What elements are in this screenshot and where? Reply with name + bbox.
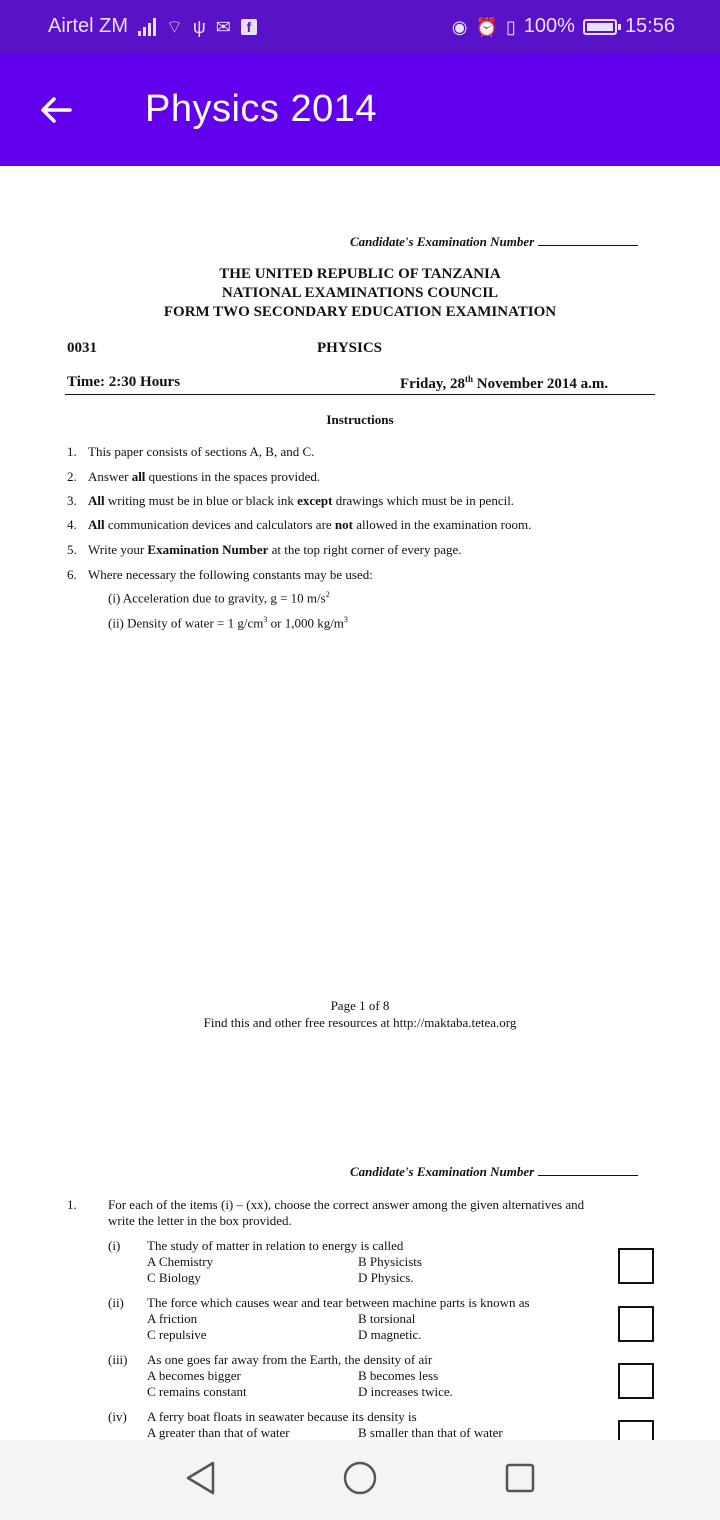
circle-home-icon[interactable]: [342, 1460, 378, 1496]
instruction-6: 6. Where necessary the following constants may be used:: [67, 567, 373, 582]
alarm-icon: ⏰: [475, 16, 498, 37]
option-c: C remains constant: [147, 1384, 247, 1399]
pdf-document[interactable]: [0, 166, 720, 1440]
option-b: B becomes less: [358, 1368, 439, 1383]
question-number: 1.: [67, 1197, 77, 1212]
option-a: A becomes bigger: [147, 1368, 241, 1383]
carrier-label: Airtel ZM: [48, 15, 128, 37]
signal-icon: [138, 18, 156, 36]
app-bar: [0, 54, 720, 166]
answer-box: [618, 1306, 654, 1342]
option-d: D increases twice.: [358, 1384, 453, 1399]
instruction-1: 1. This paper consists of sections A, B, and C.: [67, 444, 315, 459]
item-number: (iv): [108, 1409, 127, 1424]
battery-percent: 100%: [523, 15, 575, 37]
item-stem: The study of matter in relation to energy is called: [147, 1238, 404, 1253]
item-number: (iii): [108, 1352, 128, 1367]
option-a: A greater than that of water: [147, 1425, 290, 1440]
page-title: Physics 2014: [145, 88, 378, 130]
answer-box: [618, 1363, 654, 1399]
instruction-2: 2. Answer all questions in the spaces provided.: [67, 469, 321, 484]
vibrate-icon: ▯: [505, 16, 516, 37]
answer-box: [618, 1248, 654, 1284]
wifi-icon: ⌔: [166, 16, 183, 37]
item-stem: The force which causes wear and tear between machine parts is known as: [147, 1295, 530, 1310]
candidate-number-label-2: Candidate's Examination Number: [350, 1164, 638, 1180]
navigation-bar: [0, 1440, 720, 1520]
option-b: B torsional: [358, 1311, 416, 1326]
item-stem: As one goes far away from the Earth, the density of air: [147, 1352, 433, 1367]
instruction-5: 5. Write your Examination Number at the top right corner of every page.: [67, 542, 462, 557]
option-a: A friction: [147, 1311, 198, 1326]
header-line-3: FORM TWO SECONDARY EDUCATION EXAMINATION: [163, 304, 557, 320]
status-bar: [0, 0, 720, 54]
instructions-title: Instructions: [326, 412, 394, 427]
exam-subject: PHYSICS: [317, 340, 383, 356]
resource-footer: Find this and other free resources at http://maktaba.tetea.org: [203, 1015, 517, 1030]
exam-time: Time: 2:30 Hours: [67, 374, 181, 390]
eye-icon: ◉: [451, 16, 468, 37]
option-b: B Physicists: [358, 1254, 422, 1269]
option-d: D magnetic.: [358, 1327, 422, 1342]
constant-gravity: (i) Acceleration due to gravity, g = 10 $m/s^2$: [108, 590, 330, 606]
item-stem: A ferry boat floats in seawater because its density is: [147, 1409, 417, 1424]
header-line-1: THE UNITED REPUBLIC OF TANZANIA: [219, 266, 501, 282]
instruction-3: 3. All writing must be in blue or black ink except drawings which must be in pencil.: [67, 493, 515, 508]
exam-date: Friday, 28th November 2014 a.m.: [400, 374, 609, 392]
option-c: C repulsive: [147, 1327, 207, 1342]
facebook-icon: f: [241, 19, 257, 35]
usb-icon: ψ: [192, 16, 206, 37]
header-line-2: NATIONAL EXAMINATIONS COUNCIL: [221, 285, 499, 301]
item-number: (ii): [108, 1295, 124, 1310]
clock: 15:56: [624, 15, 675, 37]
question-line-1: For each of the items (i) – (xx), choose the correct answer among the given alternatives and: [108, 1197, 585, 1212]
notification-icon: ✉: [215, 16, 231, 37]
square-recents-icon[interactable]: [504, 1462, 536, 1494]
question-line-2: write the letter in the box provided.: [108, 1213, 292, 1228]
header-rule: [65, 394, 655, 395]
option-b: B smaller than that of water: [358, 1425, 503, 1440]
candidate-number-label: Candidate's Examination Number: [350, 234, 638, 250]
constant-density: (ii) Density of water = 1 $g/cm^3$ or 1,000 $kg/m^3$: [108, 615, 348, 631]
option-c: C Biology: [147, 1270, 201, 1285]
triangle-back-icon[interactable]: [184, 1460, 218, 1496]
option-a: A Chemistry: [147, 1254, 214, 1269]
exam-code: 0031: [67, 340, 97, 356]
battery-icon: [583, 19, 617, 35]
item-number: (i): [108, 1238, 121, 1253]
answer-box: [618, 1420, 654, 1440]
instruction-4: 4. All communication devices and calculators are not allowed in the examination room.: [67, 517, 532, 532]
page-number: Page 1 of 8: [330, 998, 390, 1013]
arrow-left-icon[interactable]: [36, 90, 76, 130]
option-d: D Physics.: [358, 1270, 414, 1285]
